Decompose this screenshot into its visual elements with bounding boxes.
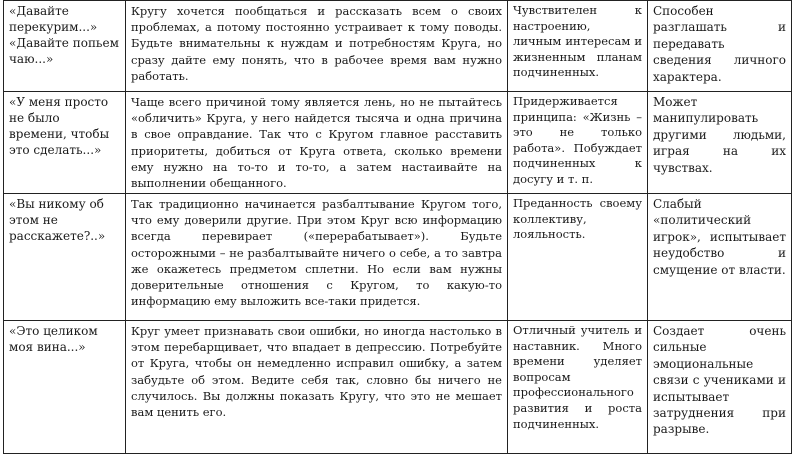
weakness-text: Может манипулировать другими людьми, играя на их чувствах. [653,95,786,175]
advice-text: Кругу хочется пообщаться и рассказать всем о своих проблемах, а потому постоянно устраивает к тому поводы. Будьте внимательны к нуждам и потребностям Круга, но сразу дайте ему понять, что в рабочее время вам нужно работать. [131,4,502,83]
strength-cell [508,92,648,194]
table-row [4,92,792,194]
weakness-cell [648,321,792,454]
weakness-cell [648,1,792,92]
circle-behavior-table [3,0,792,454]
phrase-cell [4,1,126,92]
strength-text: Преданность своему коллективу, лояльность. [513,196,642,242]
weakness-text: Создает очень сильные эмоциональные связи с учениками и испытывает затруднения при разрыве. [653,324,786,437]
strength-cell [508,1,648,92]
phrase-text: «У меня просто не было времени, чтобы это сделать...» [9,95,110,157]
advice-text: Чаще всего причиной тому является лень, но не пытайтесь «обличить» Круга, у него найдется тысяча и одна причина в свое оправдание. Так что с Кругом главное расставить приоритеты, добиться от Круга ответа, сколько времени ему нужно на то-то и то-то, а затем настаивайте на выполнении обещанного. [131,95,502,191]
advice-cell [126,92,508,194]
weakness-cell [648,194,792,321]
advice-cell [126,321,508,454]
table-row [4,1,792,92]
phrase-text: «Это целиком моя вина...» [9,324,98,354]
table-row [4,194,792,321]
phrase-cell [4,92,126,194]
advice-cell [126,194,508,321]
phrase-text: «Вы никому об этом не расскажете?..» [9,197,106,243]
weakness-cell [648,92,792,194]
phrase-cell [4,321,126,454]
advice-text: Круг умеет признавать свои ошибки, но иногда настолько в этом перебарщивает, что впадает в депрессию. Потребуйте от Круга, чтобы он немедленно исправил ошибку, а затем забудьте об этом. Ведите себя так, словно бы ничего не случилось. Вы должны показать Кругу, что это не мешает вам ценить его. [131,324,502,420]
phrase-text: «Давайте перекурим...» «Давайте попьем чаю...» [9,4,119,66]
weakness-text: Способен разглашать и передавать сведения личного характера. [653,4,786,84]
advice-cell [126,1,508,92]
advice-text: Так традиционно начинается разбалтывание Кругом того, что ему доверили другие. При этом Круг всю информацию всегда перевирает («перерабатывает»). Будьте осторожными – не разбалтывайте ничего о себе, а то завтра же окажетесь предметом сплетни. Но если вам нужны доверительные отношения с Кругом, то какую-то информацию ему выложить все-таки придется. [131,197,502,309]
strength-text: Придерживается принципа: «Жизнь – это не только работа». Побуждает подчиненных к досугу и т. п. [513,94,642,186]
weakness-text: Слабый «политический игрок», испытывает неудобство и смущение от власти. [653,197,786,277]
strength-text: Чувствителен к настроению, личным интересам и жизненным планам подчиненных. [513,3,642,80]
strength-cell [508,321,648,454]
phrase-cell [4,194,126,321]
table-row [4,321,792,454]
strength-text: Отличный учитель и наставник. Много времени уделяет вопросам профессионального развития и роста подчиненных. [513,323,642,431]
strength-cell [508,194,648,321]
